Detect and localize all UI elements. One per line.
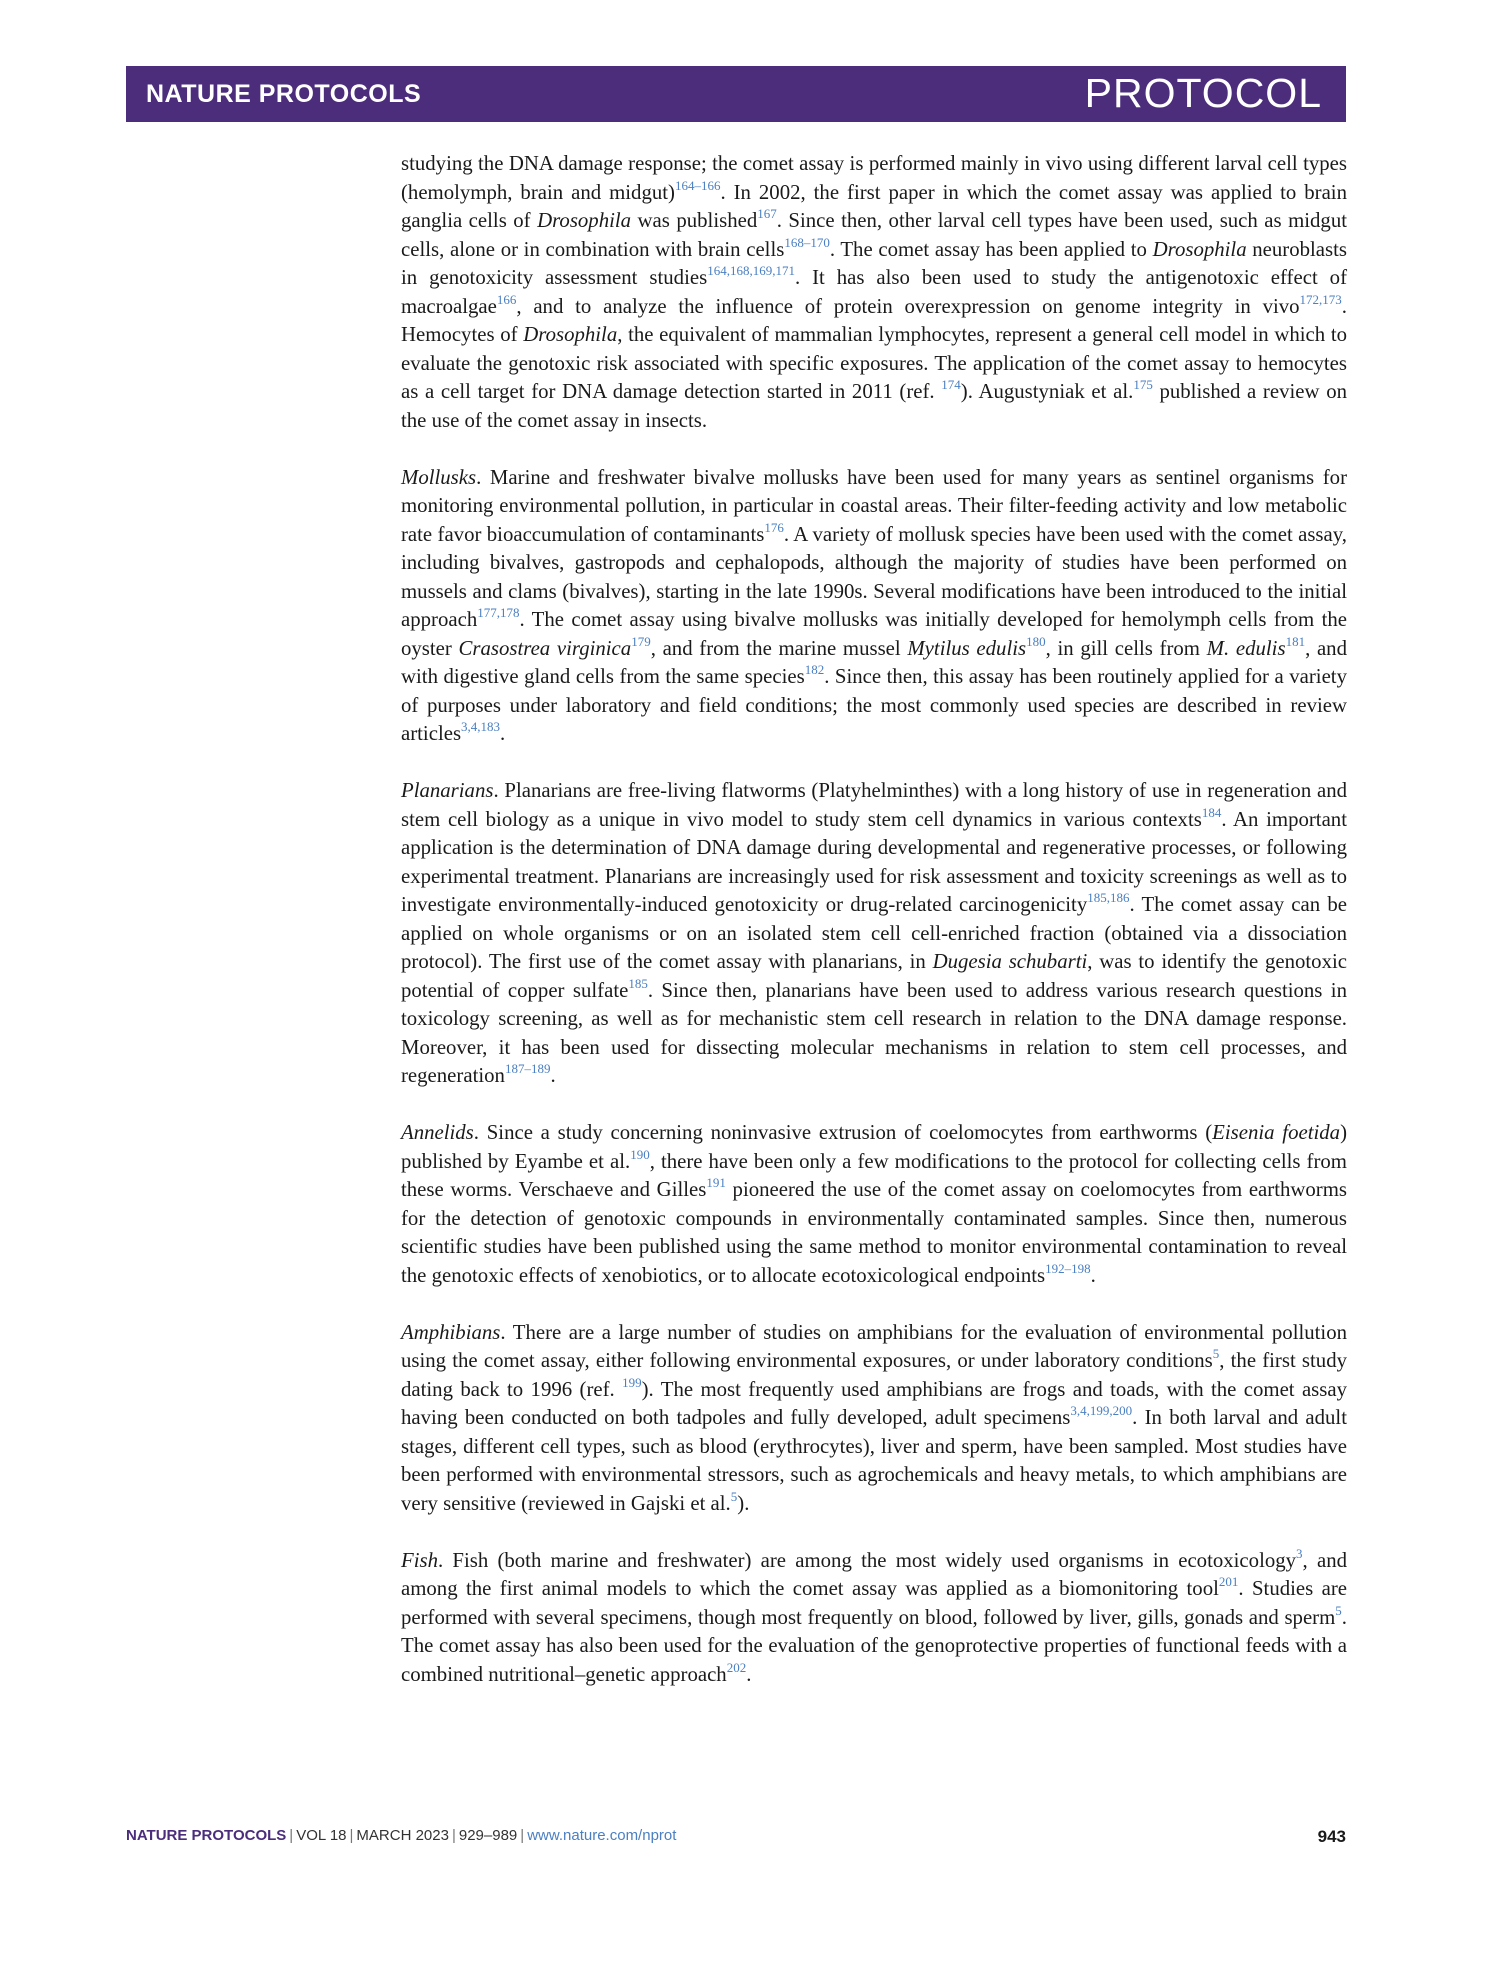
text-run: . (746, 1662, 752, 1686)
reference-link[interactable]: 199 (622, 1374, 642, 1390)
reference-link[interactable]: 184 (1201, 804, 1222, 820)
header-section-label: PROTOCOL (1084, 70, 1322, 116)
text-run: . A variety of mollusk species have been used with the comet assay, including bivalves, gastropods and cephalopods, although the majority of studies have been performed on mussels and clams (bivalves), starting in the late 1990s. Several modifications have been introduced to the initial approach (401, 522, 1348, 631)
reference-link[interactable]: 164–166 (674, 177, 721, 193)
italic-term: Drosophila (1152, 237, 1247, 261)
reference-link[interactable]: 5 (1212, 1346, 1220, 1362)
text-run: . Studies are performed with several specimens, though most frequently on blood, followed by liver, gills, gonads and sperm (401, 1577, 1347, 1629)
reference-link[interactable]: 192–198 (1045, 1260, 1091, 1276)
footer-pages: 929–989 (458, 1827, 518, 1844)
text-run: , and with digestive gland cells from the same species (401, 636, 1347, 688)
reference-link[interactable]: 3 (1296, 1545, 1303, 1561)
article-body (401, 150, 1347, 1689)
paragraph-heading: Annelids (401, 1121, 474, 1144)
reference-link[interactable]: 181 (1285, 633, 1306, 649)
reference-link[interactable]: 166 (496, 291, 517, 307)
reference-link[interactable]: 179 (631, 633, 651, 649)
reference-link[interactable]: 176 (764, 519, 784, 535)
reference-link[interactable]: 202 (726, 1659, 747, 1675)
paragraph-planarians (401, 777, 1347, 1091)
header-journal-name: NATURE PROTOCOLS (146, 80, 422, 108)
text-run: was published (631, 209, 758, 232)
paragraph-mollusks (401, 464, 1347, 749)
reference-link[interactable]: 185,186 (1087, 890, 1130, 906)
text-run: neuroblasts in genotoxicity assessment studies (401, 237, 1347, 289)
reference-link[interactable]: 182 (804, 662, 825, 678)
text-run: . (500, 722, 506, 745)
text-run: , the first study dating back to 1996 (ref. (401, 1349, 1347, 1401)
text-run: ). The most frequently used amphibians are frogs and toads, with the comet assay having been conducted on both tadpoles and fully developed, adult specimens (401, 1377, 1347, 1429)
text-run: . Hemocytes of (401, 294, 1347, 346)
page-number: 943 (1317, 1827, 1346, 1846)
text-run: pioneered the use of the comet assay on coelomocytes from earthworms for the detection of genotoxic compounds in environmentally contaminated samples. Since then, numerous scientific studies have been published using the same method to monitor environmental contamination to reveal the genotoxic effects of xenobiotics, or to allocate ecotoxicological endpoints (401, 1178, 1347, 1287)
reference-link[interactable]: 190 (630, 1146, 650, 1162)
text-run: published a review on the use of the comet assay in insects. (401, 380, 1347, 432)
text-run: ). (737, 1491, 750, 1515)
paragraph-heading: Amphibians (401, 1320, 501, 1344)
paragraph-amphibians (401, 1319, 1347, 1519)
text-run: ) published by Eyambe et al. (401, 1121, 1347, 1173)
text-run: . An important application is the determination of DNA damage during developmental and regenerative processes, or following experimental treatment. Planarians are increasingly used for risk assessment and toxicity screenings as well as to investigate environmentally-induced genotoxicity or drug-related carcinogenicity (401, 807, 1347, 916)
text-run: , and among the first animal models to which the comet assay was applied as a biomonitoring tool (401, 1548, 1347, 1600)
text-run: . The comet assay has also been used for the evaluation of the genoprotective properties of functional feeds with a combined nutritional–genetic approach (401, 1605, 1347, 1686)
text-run: , and from the marine mussel (650, 636, 908, 660)
text-run: . (550, 1064, 556, 1087)
reference-link[interactable]: 187–189 (504, 1061, 551, 1077)
footer-journal-name: NATURE PROTOCOLS (126, 1827, 287, 1844)
reference-link[interactable]: 164,168,169,171 (707, 263, 795, 279)
italic-term: Dugesia schubarti (932, 950, 1088, 973)
footer-date: MARCH 2023 (356, 1827, 449, 1844)
text-run: , there have been only a few modifications to the protocol for collecting cells from these worms. Verschaeve and Gilles (401, 1149, 1347, 1201)
reference-link[interactable]: 3,4,199,200 (1070, 1403, 1133, 1419)
reference-link[interactable]: 174 (941, 377, 961, 393)
paragraph-heading: Mollusks (401, 465, 477, 489)
text-run: . Marine and freshwater bivalve mollusks have been used for many years as sentinel organisms for monitoring environmental pollution, in particular in coastal areas. Their filter-feeding activity and low metabolic rate favor bioaccumulation of contaminants (401, 465, 1347, 546)
text-run: , was to identify the genotoxic potential of copper sulfate (401, 950, 1347, 1002)
italic-term: M. edulis (1206, 636, 1286, 660)
text-run: . In both larval and adult stages, different cell types, such as blood (erythrocytes), liver and sperm, have been sampled. Most studies have been performed with environmental stressors, such as agrochemicals and heavy metals, to which amphibians are very sensitive (reviewed in Gajski et al. (401, 1406, 1347, 1515)
reference-link[interactable]: 180 (1026, 633, 1046, 649)
italic-term: Mytilus edulis (907, 636, 1027, 660)
reference-link[interactable]: 175 (1133, 377, 1153, 393)
text-run: , in gill cells from (1045, 636, 1207, 660)
text-run: , the equivalent of mammalian lymphocytes, represent a general cell model in which to evaluate the genotoxic risk associated with specific exposures. The application of the comet assay to hemocytes as a cell target for DNA damage detection started in 2011 (ref. (401, 323, 1347, 403)
paragraph-heading: Fish (401, 1548, 438, 1572)
reference-link[interactable]: 185 (628, 975, 648, 991)
reference-link[interactable]: 5 (730, 1488, 738, 1504)
text-run: . The comet assay can be applied on whole organisms or on an isolated stem cell cell-enriched fraction (obtained via a dissociation protocol). The first use of the comet assay with planarians, in (401, 893, 1347, 973)
reference-link[interactable]: 5 (1335, 1602, 1342, 1618)
text-run: . There are a large number of studies on amphibians for the evaluation of environmental pollution using the comet assay, either following environmental exposures, or under laboratory conditions (401, 1320, 1347, 1372)
italic-term: Drosophila (523, 323, 618, 346)
reference-link[interactable]: 172,173 (1299, 291, 1342, 307)
reference-link[interactable]: 167 (757, 206, 777, 222)
text-run: . The comet assay has been applied to (829, 237, 1153, 261)
italic-term: Drosophila (537, 209, 632, 232)
italic-term: Crasostrea virginica (458, 636, 632, 660)
text-run: . In 2002, the first paper in which the comet assay was applied to brain ganglia cells of (401, 180, 1347, 232)
reference-link[interactable]: 191 (706, 1175, 726, 1191)
reference-link[interactable]: 168–170 (784, 234, 830, 250)
text-run: . (1090, 1263, 1096, 1287)
italic-term: Eisenia foetida (1212, 1121, 1341, 1144)
text-run: . Since then, this assay has been routinely applied for a variety of purposes under laboratory and field conditions; the most commonly used species are described in review articles (401, 665, 1347, 745)
reference-link[interactable]: 177,178 (477, 605, 520, 621)
text-run: . Fish (both marine and freshwater) are among the most widely used organisms in ecotoxicology (437, 1548, 1297, 1572)
page-footer: NATURE PROTOCOLS | VOL 18 | MARCH 2023 | 929–989 | www.nature.com/nprot 943 (126, 1827, 1346, 1846)
text-run: . It has also been used to study the antigenotoxic effect of macroalgae (401, 266, 1347, 318)
text-run: . Since a study concerning noninvasive extrusion of coelomocytes from earthworms ( (473, 1121, 1213, 1144)
footer-volume: VOL 18 (296, 1827, 347, 1844)
paragraph-fish (401, 1547, 1347, 1690)
paragraph-heading: Planarians (401, 779, 494, 802)
footer-url-link[interactable]: www.nature.com/nprot (527, 1827, 677, 1844)
reference-link[interactable]: 201 (1218, 1574, 1239, 1590)
text-run: . Planarians are free-living flatworms (Platyhelminthes) with a long history of use in regeneration and stem cell biology as a unique in vivo model to study stem cell dynamics in various contexts (401, 779, 1347, 831)
text-run: studying the DNA damage response; the comet assay is performed mainly in vivo using different larval cell types (hemolymph, brain and midgut) (401, 152, 1347, 204)
paragraph-intro (401, 150, 1347, 435)
text-run: , and to analyze the influence of protein overexpression on genome integrity in vivo (516, 294, 1300, 318)
reference-link[interactable]: 3,4,183 (461, 719, 501, 735)
text-run: . The comet assay using bivalve mollusks was initially developed for hemolymph cells from the oyster (401, 608, 1347, 660)
text-run: . Since then, planarians have been used to address various research questions in toxicology screening, as well as for mechanistic stem cell research in relation to the DNA damage response. Moreover, it has been used for dissecting molecular mechanisms in relation to stem cell processes, and regeneration (401, 978, 1347, 1087)
journal-header-bar (126, 66, 1346, 122)
text-run: . Since then, other larval cell types have been used, such as midgut cells, alone or in combination with brain cells (401, 209, 1348, 261)
paragraph-annelids (401, 1119, 1347, 1290)
text-run: ). Augustyniak et al. (960, 380, 1134, 403)
